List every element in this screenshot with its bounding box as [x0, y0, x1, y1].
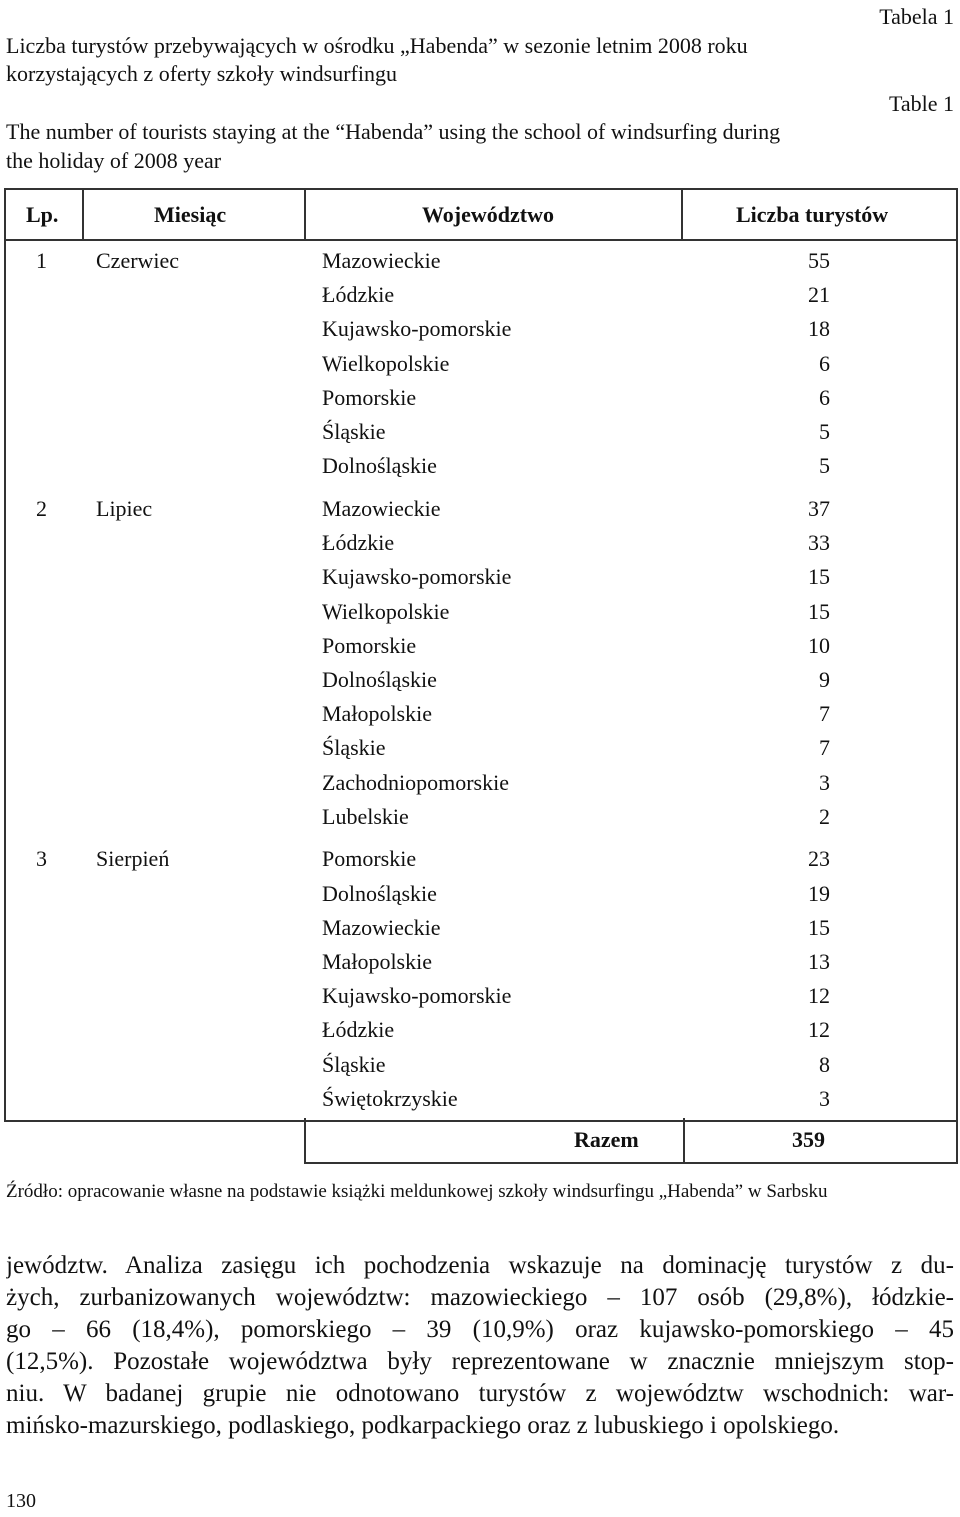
row-count: 3: [819, 769, 830, 795]
header-divider: [82, 188, 84, 240]
caption-pl-line2: korzystających z oferty szkoły windsurfingu: [6, 61, 397, 86]
total-row: [304, 1118, 958, 1164]
row-count: 12: [808, 1017, 830, 1043]
header-separator: [4, 239, 958, 241]
column-header-month: Miesiąc: [154, 202, 227, 227]
row-count: 13: [808, 949, 830, 974]
table-number-pl: Tabela 1: [879, 4, 954, 29]
row-count: 7: [819, 735, 830, 761]
row-region: Łódzkie: [322, 1017, 395, 1043]
row-count: 9: [819, 666, 830, 692]
row-month: Lipiec: [96, 495, 153, 521]
row-month: Czerwiec: [96, 248, 180, 273]
row-region: Śląskie: [322, 735, 386, 761]
row-region: Pomorskie: [322, 384, 417, 410]
table-number-en: Table 1: [888, 91, 954, 116]
row-region: Dolnośląskie: [322, 453, 437, 479]
caption-en-line2: the holiday of 2008 year: [6, 148, 222, 173]
row-count: 15: [808, 914, 830, 940]
row-region: Wielkopolskie: [322, 350, 450, 376]
row-count: 18: [808, 316, 830, 342]
body-paragraph: [6, 1250, 954, 1442]
row-region: Wielkopolskie: [322, 598, 450, 624]
row-count: 15: [808, 598, 830, 624]
paragraph-line: go – 66 (18,4%), pomorskiego – 39 (10,9%) oraz kujawsko-pomorskiego – 45: [6, 1316, 954, 1343]
caption-pl-line1: Liczba turystów przebywających w ośrodku „Habenda” w sezonie letnim 2008 roku: [6, 33, 748, 58]
row-count: 6: [819, 384, 830, 410]
row-count: 6: [819, 350, 830, 376]
column-header-region: Województwo: [422, 202, 554, 227]
row-region: Zachodniopomorskie: [322, 769, 509, 795]
header-divider: [681, 188, 683, 240]
row-region: Dolnośląskie: [322, 880, 437, 906]
paragraph-line: jewództw. Analiza zasięgu ich pochodzenia wskazuje na dominację turystów z du-: [6, 1252, 954, 1279]
row-region: Śląskie: [322, 1051, 386, 1077]
total-value: 359: [792, 1127, 825, 1152]
row-count: 37: [808, 495, 830, 521]
row-count: 2: [819, 803, 830, 829]
page-number: 130: [6, 1490, 36, 1512]
row-region: Świętokrzyskie: [322, 1085, 458, 1111]
row-region: Mazowieckie: [322, 248, 441, 273]
row-region: Kujawsko-pomorskie: [322, 316, 512, 342]
total-label: Razem: [574, 1127, 639, 1152]
paragraph-line: (12,5%). Pozostałe województwa były reprezentowane w znacznie mniejszym stop-: [6, 1348, 954, 1375]
row-region: Łódzkie: [322, 530, 395, 556]
total-divider: [683, 1118, 685, 1162]
row-lp: 3: [36, 846, 47, 872]
row-month: Sierpień: [96, 846, 170, 872]
row-count: 23: [808, 846, 830, 872]
row-lp: 1: [36, 248, 47, 273]
row-region: Dolnośląskie: [322, 666, 437, 692]
row-count: 8: [819, 1051, 830, 1077]
row-region: Kujawsko-pomorskie: [322, 564, 512, 590]
column-header-lp: Lp.: [26, 202, 59, 227]
column-header-count: Liczba turystów: [736, 202, 889, 227]
caption-en-line1: The number of tourists staying at the “Habenda” using the school of windsurfing during: [6, 119, 781, 144]
row-count: 10: [808, 632, 830, 658]
paragraph-line: mińsko-mazurskiego, podlaskiego, podkarpackiego oraz z lubuskiego i opolskiego.: [6, 1412, 840, 1439]
row-region: Śląskie: [322, 419, 386, 444]
row-count: 33: [808, 530, 830, 556]
row-count: 12: [808, 983, 830, 1009]
row-count: 3: [819, 1085, 830, 1111]
row-lp: 2: [36, 495, 47, 521]
header-divider: [304, 188, 306, 240]
row-region: Lubelskie: [322, 803, 409, 829]
row-region: Małopolskie: [322, 701, 432, 727]
row-region: Małopolskie: [322, 949, 432, 974]
row-region: Mazowieckie: [322, 914, 441, 940]
row-count: 5: [819, 419, 830, 444]
row-count: 19: [808, 880, 830, 906]
row-count: 7: [819, 701, 830, 727]
paragraph-line: żych, zurbanizowanych województw: mazowieckiego – 107 osób (29,8%), łódzkie-: [6, 1284, 954, 1311]
row-region: Mazowieckie: [322, 495, 441, 521]
row-region: Kujawsko-pomorskie: [322, 983, 512, 1009]
row-count: 5: [819, 453, 830, 479]
paragraph-line: niu. W badanej grupie nie odnotowano turystów z województw wschodnich: war-: [6, 1380, 954, 1407]
row-region: Pomorskie: [322, 632, 417, 658]
row-count: 55: [808, 248, 830, 273]
row-count: 15: [808, 564, 830, 590]
row-count: 21: [808, 282, 830, 308]
row-region: Łódzkie: [322, 282, 395, 308]
source-note: Źródło: opracowanie własne na podstawie książki meldunkowej szkoły windsurfingu „Habenda” w Sarbsku: [6, 1181, 828, 1202]
row-region: Pomorskie: [322, 846, 417, 872]
